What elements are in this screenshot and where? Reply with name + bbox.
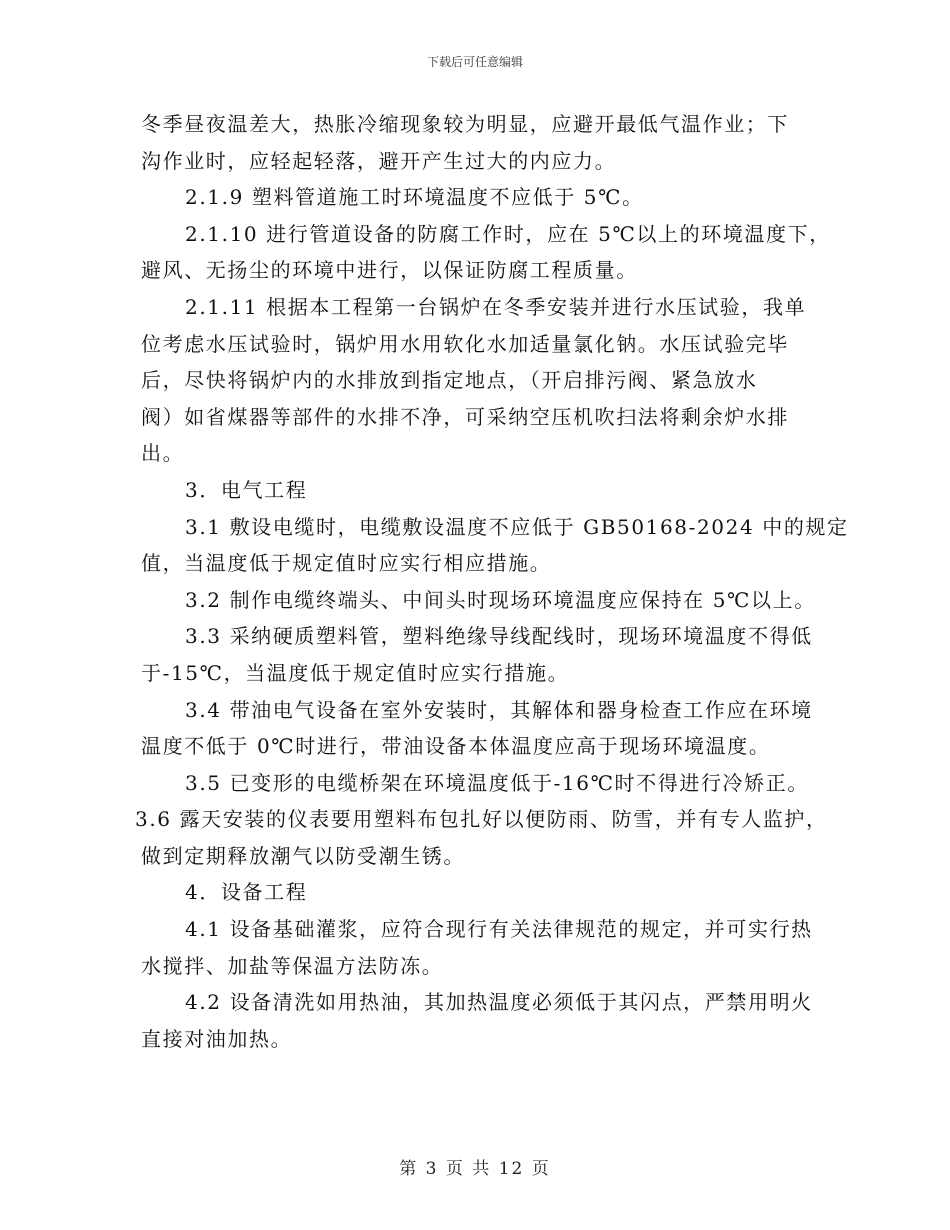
text-line: 避风、无扬尘的环境中进行，以保证防腐工程质量。 [141,258,638,283]
text-line: 于-15℃，当温度低于规定值时应实行措施。 [141,660,570,685]
text-line: 3.2 制作电缆终端头、中间头时现场环境温度应保持在 5℃以上。 [185,587,816,612]
text-line: 沟作业时，应轻起轻落，避开产生过大的内应力。 [141,148,617,173]
text-line: 2.1.11 根据本工程第一台锅炉在冬季安装并进行水压试验，我单 [185,294,807,319]
text-line: 4.1 设备基础灌浆，应符合现行有关法律规范的规定，并可实行热 [185,917,813,942]
text-line: 3.3 采纳硬质塑料管，塑料绝缘导线配线时，现场环境温度不得低 [185,624,813,649]
text-line: 位考虑水压试验时，锅炉用水用软化水加适量氯化钠。水压试验完毕 [141,331,789,356]
text-line: 3.5 已变形的电缆桥架在环境温度低于-16℃时不得进行冷矫正。 [185,770,809,795]
section-heading: 3．电气工程 [185,477,308,502]
text-line: 冬季昼夜温差大，热胀冷缩现象较为明显，应避开最低气温作业；下 [141,112,789,136]
text-line: 3.1 敷设电缆时，电缆敷设温度不应低于 GB50168-2024 中的规定 [185,514,849,539]
document-body [135,106,849,1057]
text-line: 3.4 带油电气设备在室外安装时，其解体和器身检查工作应在环境 [185,697,813,722]
text-line: 值，当温度低于规定值时应实行相应措施。 [141,551,552,576]
text-line: 4.2 设备清洗如用热油，其加热温度必须低于其闪点，严禁用明火 [185,990,813,1015]
page-footer: 第 3 页 共 12 页 [399,1159,551,1179]
text-line: 出。 [141,441,185,466]
text-line: 直接对油加热。 [141,1026,293,1051]
text-line: 2.1.9 塑料管道施工时环境温度不应低于 5℃。 [185,185,644,210]
text-line: 温度不低于 0℃时进行，带油设备本体温度应高于现场环境温度。 [141,734,771,759]
text-line: 3.6 露天安装的仪表要用塑料布包扎好以便防雨、防雪，并有专人监护， [135,807,828,832]
text-line: 做到定期释放潮气以防受潮生锈。 [141,843,465,868]
text-line: 后，尽快将锅炉内的水排放到指定地点，（开启排污阀、紧急放水 [141,368,758,393]
text-line: 水搅拌、加盐等保温方法防冻。 [141,953,444,978]
page-header: 下载后可任意编辑 [426,55,523,69]
text-line: 2.1.10 进行管道设备的防腐工作时，应在 5℃以上的环境温度下， [185,221,831,246]
section-heading: 4．设备工程 [185,880,308,905]
text-line: 阀）如省煤器等部件的水排不净，可采纳空压机吹扫法将剩余炉水排 [141,404,789,429]
